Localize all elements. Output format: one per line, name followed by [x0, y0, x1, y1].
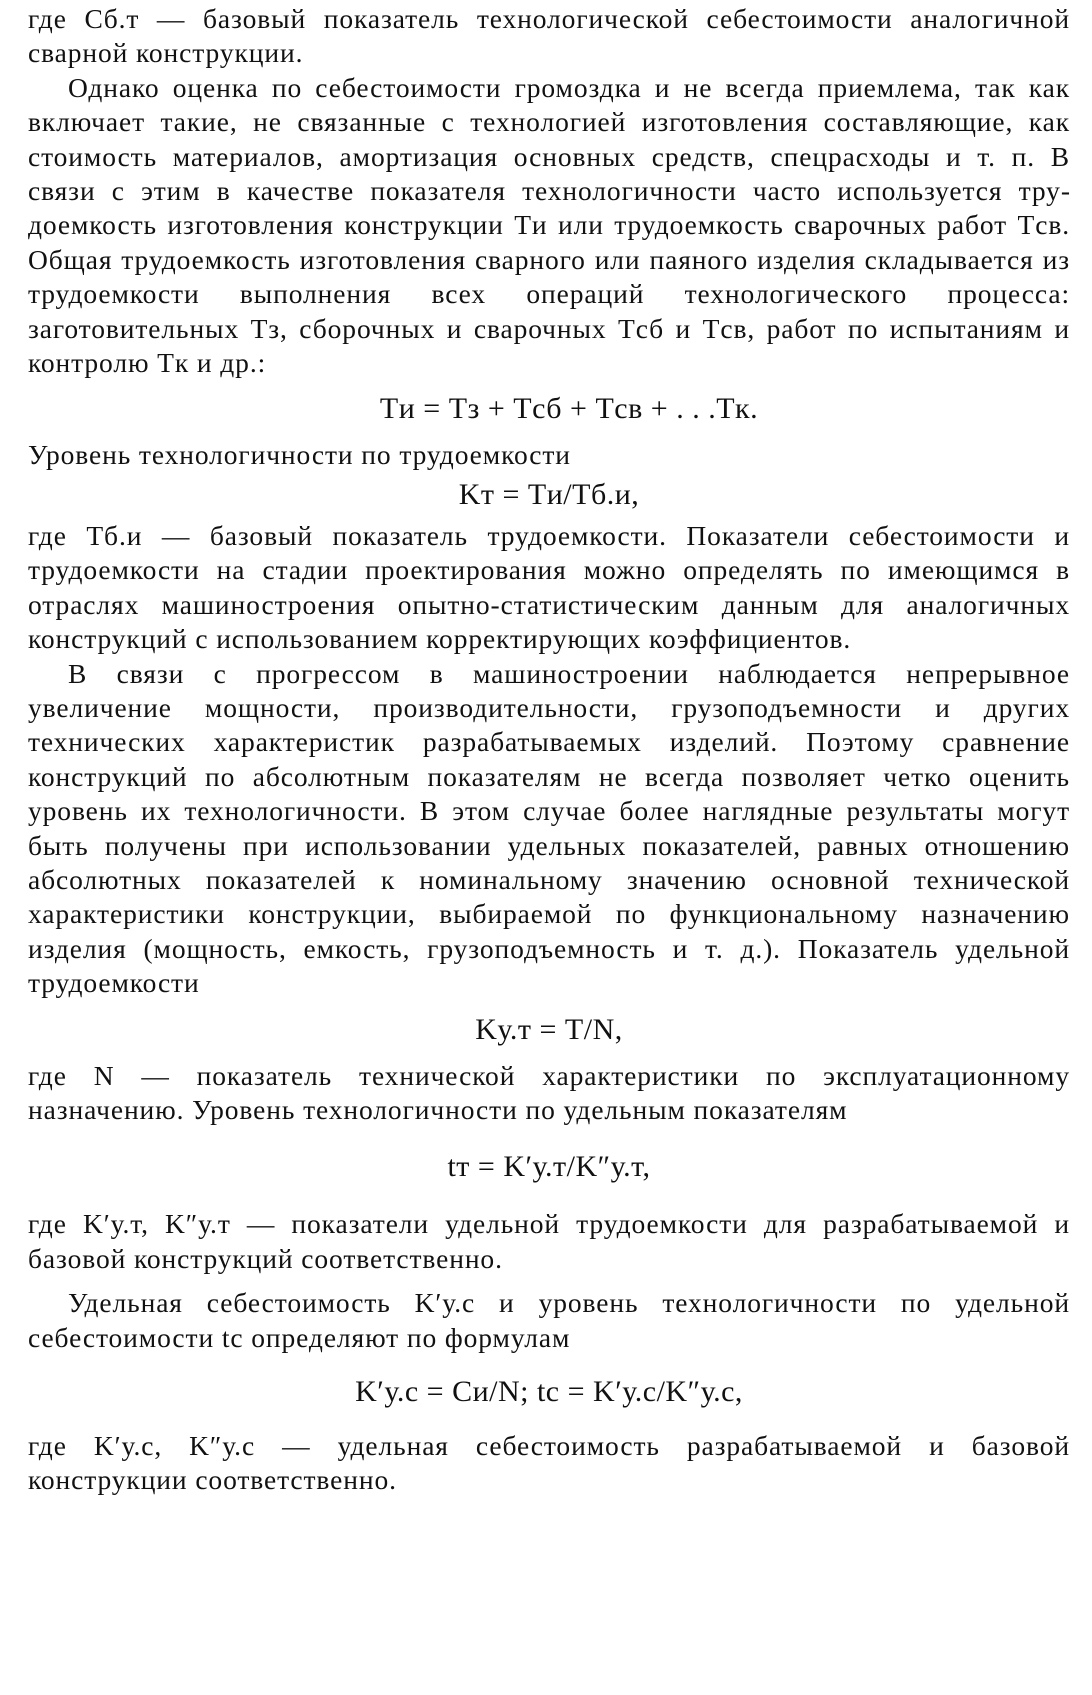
paragraph-base-labor-definition: где Tб.и — базовый показатель трудоемкости. Показатели себестоимости и трудоемкости на стадии проектирования можно определять по имеющимся в отраслях машиностроения опытно-статистическим данным для аналогичных конструкций с использованием корректирующих коэффициентов. [28, 519, 1070, 655]
spacer [28, 1276, 1070, 1286]
paragraph-specific-cost: Удельная себестоимость K′у.с и уровень технологичности по удельной себестоимости tс определяют по формулам [28, 1287, 1070, 1353]
formula-total-labor: Tи = Tз + Tсб + Tсв + . . .Tк. [379, 392, 759, 426]
paragraph-specific-indicators: В связи с прогрессом в машиностроении наблюдается непрерывное увеличение мощности, производительности, грузоподъемности и других технических характеристик разрабатываемых изделий. Поэтому сравнение конструкций по абсолютным показателям не всегда позволяет четко оценить уровень их технологичности. В этом случае более наглядные результаты могут быть получены при использовании удельных показателей, равных отношению абсолютных показателей к номинальному значению основной технической характеристики конструкции, выбираемой по функциональному назначению изделия (мощность, емкость, грузоподъемность и т. д.). Показатель удельной трудоемкости [28, 657, 1070, 999]
formula-level-specific: tт = K′у.т/K″у.т, [447, 1150, 651, 1184]
paragraph-labor-intensity: Однако оценка по себестоимости громоздка и не всегда приемлема, так как включает такие, не связанные с технологией изготовления составляющие, как стоимость материалов, амортизация основных средств, спецрасходы и т. п. В связи с этим в качестве показателя технологичности часто используется трудоемкость изготовления конструкции Tи или трудоемкость сварочных работ Tсв. Общая трудоемкость изготовления сварного или паяного изделия складывается из трудоемкости выполнения всех операций технологического процесса: заготовительных Tз, сборочных и сварочных Tсб и Tсв, работ по испытаниям и контролю Tк и др.: [28, 71, 1070, 379]
paragraph-n-definition: где N — показатель технической характеристики по эксплуатационному назначению. Уровень технологичности по удельным показателям [28, 1059, 1070, 1125]
formula-specific-labor: Kу.т = T/N, [475, 1012, 623, 1046]
paragraph-specific-labor-definition: где K′у.т, K″у.т — показатели удельной трудоемкости для разрабатываемой и базовой конструкций соответственно. [28, 1208, 1070, 1274]
paragraph-level-by-labor: Уровень технологичности по трудоемкости [28, 439, 571, 471]
paragraph-base-cost-definition: где Cб.т — базовый показатель технологической себестоимости аналогичной сварной конструкции. [28, 3, 1070, 69]
formula-specific-cost: K′у.с = Cи/N; tс = K′у.с/K″у.с, [355, 1375, 743, 1408]
paragraph-specific-cost-definition: где K′у.с, K″у.с — удельная себестоимость разрабатываемой и базовой конструкции соответственно. [28, 1430, 1070, 1496]
formula-labor-coefficient: Kт = Tи/Tб.и, [458, 477, 640, 511]
